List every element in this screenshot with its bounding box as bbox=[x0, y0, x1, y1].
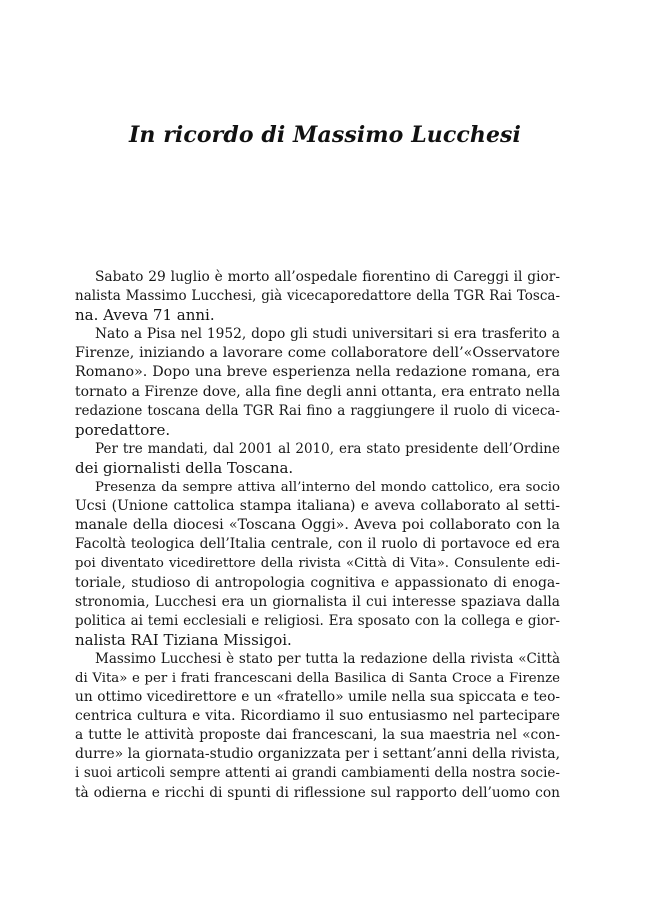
text-line: toriale, studioso di antropologia cognitiva e appassionato di enoga- bbox=[75, 574, 560, 591]
text-line: poi diventato vicedirettore della rivista «Città di Vita». Consulente edi- bbox=[75, 556, 560, 572]
text-line: politica ai temi ecclesiali e religiosi. Era sposato con la collega e gior- bbox=[75, 612, 560, 629]
text-line: redazione toscana della TGR Rai fino a raggiungere il ruolo di viceca- bbox=[75, 402, 560, 419]
text-line: tornato a Firenze dove, alla fine degli anni ottanta, era entrato nella bbox=[75, 383, 560, 400]
text-line: Facoltà teologica dell’Italia centrale, con il ruolo di portavoce ed era bbox=[75, 536, 560, 553]
text-line: stronomia, Lucchesi era un giornalista il cui interesse spaziava dalla bbox=[75, 593, 560, 610]
page-title: In ricordo di Massimo Lucchesi bbox=[128, 122, 521, 148]
text-line: Per tre mandati, dal 2001 al 2010, era stato presidente dell’Ordine bbox=[95, 440, 560, 457]
text-line: Romano». Dopo una breve esperienza nella redazione romana, era bbox=[75, 364, 560, 381]
text-line: i suoi articoli sempre attenti ai grandi cambiamenti della nostra socie- bbox=[75, 765, 560, 782]
text-line: Firenze, iniziando a lavorare come collaboratore dell’«Osservatore bbox=[75, 345, 560, 362]
text-line: nalista RAI Tiziana Missigoi. bbox=[75, 630, 292, 649]
text-line: poredattore. bbox=[75, 420, 171, 439]
text-line: Ucsi (Unione cattolica stampa italiana) e aveva collaborato al setti- bbox=[75, 498, 560, 515]
text-line: Massimo Lucchesi è stato per tutta la redazione della rivista «Città bbox=[95, 650, 560, 667]
text-line: centrica cultura e vita. Ricordiamo il suo entusiasmo nel partecipare bbox=[75, 708, 560, 725]
text-line: Sabato 29 luglio è morto all’ospedale fiorentino di Careggi il gior- bbox=[95, 269, 560, 285]
text-line: durre» la giornata-studio organizzata per i settant’anni della rivista, bbox=[75, 746, 560, 763]
text-line: tà odierna e ricchi di spunti di riflessione sul rapporto dell’uomo con bbox=[75, 784, 560, 801]
text-line: un ottimo vicedirettore e un «fratello» umile nella sua spiccata e teo- bbox=[75, 689, 560, 706]
text-line: a tutte le attività proposte dai francescani, la sua maestria nel «con- bbox=[75, 727, 560, 744]
text-line: na. Aveva 71 anni. bbox=[75, 306, 215, 325]
text-line: manale della diocesi «Toscana Oggi». Aveva poi collaborato con la bbox=[75, 517, 560, 534]
text-line: nalista Massimo Lucchesi, già vicecaporedattore della TGR Rai Tosca- bbox=[75, 288, 560, 305]
text-line: dei giornalisti della Toscana. bbox=[75, 458, 294, 477]
text-line: Presenza da sempre attiva all’interno del mondo cattolico, era socio bbox=[95, 480, 560, 496]
article-body bbox=[75, 268, 560, 803]
text-line: di Vita» e per i frati francescani della Basilica di Santa Croce a Firenze bbox=[75, 670, 560, 686]
text-line: Nato a Pisa nel 1952, dopo gli studi universitari si era trasferito a bbox=[95, 326, 560, 343]
